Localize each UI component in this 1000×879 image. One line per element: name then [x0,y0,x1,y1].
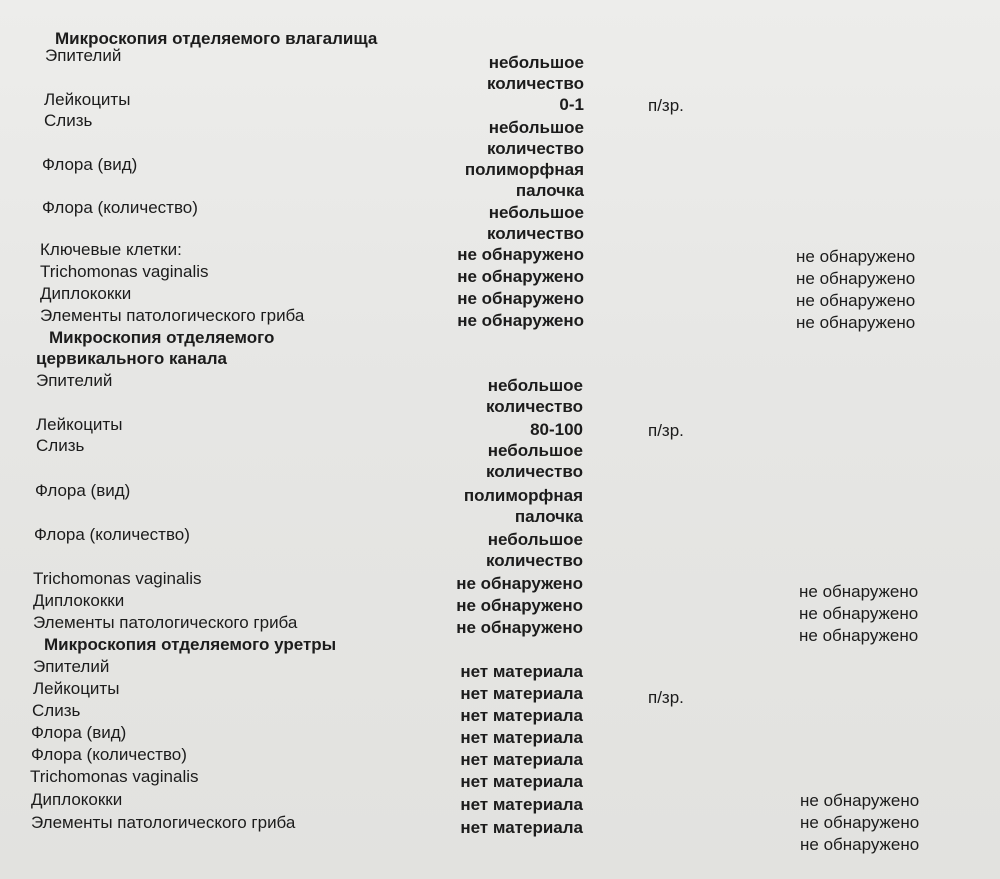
row-label: Слизь [36,436,85,455]
row-value: количество [487,224,584,243]
row-label: Диплококки [40,284,132,303]
row-value: количество [486,462,583,481]
row-label: Диплококки [33,591,125,610]
row-value: нет материала [460,750,583,769]
row-value: полиморфная [464,160,584,179]
row-value: небольшое [487,530,583,549]
row-label: Элементы патологического гриба [31,813,296,832]
row-label: Флора (количество) [34,525,190,544]
row-label: Ключевые клетки: [40,240,182,259]
row-value: не обнаружено [456,574,583,593]
row-value: нет материала [460,728,583,747]
row-value: не обнаружено [456,596,583,615]
row-label: Флора (вид) [31,723,127,742]
row-label: Слизь [32,701,81,720]
row-label: Эпителий [33,657,110,676]
row-value: небольшое [488,203,584,222]
row-value: не обнаружено [457,267,584,286]
row-value: не обнаружено [457,245,584,264]
row-reference: не обнаружено [800,813,920,832]
row-value: полиморфная [463,486,583,505]
row-label: Trichomonas vaginalis [30,767,199,786]
row-value: не обнаружено [456,618,583,637]
row-value: нет материала [460,662,583,681]
row-reference: не обнаружено [796,247,916,266]
row-reference: не обнаружено [796,313,916,332]
row-label: Флора (количество) [31,745,187,764]
row-unit: п/зр. [648,688,684,707]
row-value: 0-1 [559,95,584,114]
row-reference: не обнаружено [800,791,920,810]
section-title-urethra: Микроскопия отделяемого уретры [44,635,337,654]
row-label: Слизь [44,111,93,130]
row-value: палочка [514,507,583,526]
row-unit: п/зр. [648,421,684,440]
row-value: нет материала [460,772,583,791]
row-value: количество [486,397,583,416]
row-label: Элементы патологического гриба [33,613,298,632]
row-value: небольшое [488,118,584,137]
row-label: Эпителий [36,371,113,390]
row-label: Флора (вид) [35,481,131,500]
section-title-vaginal: Микроскопия отделяемого влагалища [55,29,378,48]
row-label: Лейкоциты [33,679,120,698]
section-title-cervical: цервикального канала [36,349,227,368]
row-label: Trichomonas vaginalis [40,262,209,281]
row-label: Trichomonas vaginalis [33,569,202,588]
row-value: небольшое [487,441,583,460]
row-value: не обнаружено [457,289,584,308]
row-label: Эпителий [45,46,122,65]
row-reference: не обнаружено [796,269,916,288]
row-label: Лейкоциты [36,415,123,434]
row-label: Флора (вид) [42,155,138,174]
row-reference: не обнаружено [796,291,916,310]
row-value: количество [487,139,584,158]
row-label: Диплококки [31,790,123,809]
row-reference: не обнаружено [799,626,919,645]
row-value: количество [486,551,583,570]
row-unit: п/зр. [648,96,684,115]
row-value: количество [487,74,584,93]
row-reference: не обнаружено [799,604,919,623]
row-value: нет материала [460,706,583,725]
row-reference: не обнаружено [799,582,919,601]
row-value: небольшое [487,376,583,395]
section-title-cervical: Микроскопия отделяемого [49,328,275,347]
row-reference: не обнаружено [800,835,920,854]
row-value: нет материала [460,684,583,703]
row-value: нет материала [460,818,583,837]
row-label: Элементы патологического гриба [40,306,305,325]
row-value: нет материала [460,795,583,814]
row-label: Лейкоциты [44,90,131,109]
row-value: 80-100 [530,420,583,439]
row-label: Флора (количество) [42,198,198,217]
row-value: небольшое [488,53,584,72]
row-value: не обнаружено [457,311,584,330]
row-value: палочка [515,181,584,200]
